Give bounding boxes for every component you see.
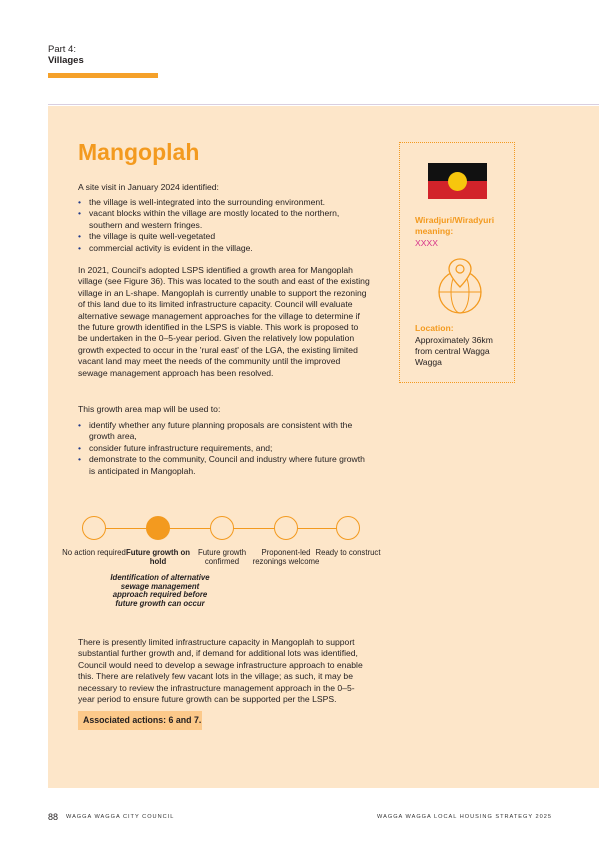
location-label: Location: [415,323,454,333]
map-uses-list [78,420,370,477]
part-accent-bar [48,73,158,78]
part-number: Part 4: [48,44,76,55]
meaning-label: Wiradjuri/Wiradyuri meaning: [415,215,495,236]
timeline-label: Ready to construct [315,548,381,557]
page-title: Mangoplah [78,139,200,165]
paragraph-text: In 2021, Council's adopted LSPS identified a growth area for Mangoplah village (see Figure 36). This was located to the south and east of the existing village in an L-shape. Mangoplah is currently unable to support the rezoning of this land due to its limited infrastructure capacity. Council will evaluate alternative sewage management approaches for the village to determine if the future growth identified in the LSPS is viable. This work is proposed to be undertaken in the 0–5-year period. Given the relatively low population growth expected to occur in the 'rural east' of the LGA, the existing limited vacant land may meet the needs of the community until the improved sewage management approach has been resolved. [78,265,370,378]
intro-text [78,182,370,193]
timeline-node-active [146,516,170,540]
timeline-label: Proponent-led rezonings welcome [252,548,320,566]
map-intro-text [78,404,370,415]
part-section-title: Villages [48,55,84,66]
page-number: 88 [48,812,59,822]
timeline-label: Future growth confirmed [197,548,247,566]
timeline-node [210,516,234,540]
village-info-sidebar [399,142,515,383]
timeline-node [336,516,360,540]
aboriginal-flag-icon [428,163,487,199]
timeline-label-active: Future growth on hold [125,548,191,566]
list-item: • the village is well-integrated into the surrounding environment. [78,197,370,208]
timeline-note: Identification of alternative sewage management approach required before future growth can occur [110,573,210,608]
growth-stage-timeline [62,514,381,634]
part-heading [48,44,84,66]
list-item: • consider future infrastructure requirements, and; [78,443,370,454]
top-divider [48,104,599,105]
map-intro-sentence: This growth area map will be used to: [78,404,221,414]
list-item: • demonstrate to the community, Council and industry where future growth is anticipated in Mangoplah. [78,454,370,477]
footer-council-name: WAGGA WAGGA CITY COUNCIL [66,814,175,820]
infrastructure-paragraph [78,637,370,705]
timeline-label: No action required [62,548,126,557]
meaning-value: XXXX [415,238,438,248]
list-item: • commercial activity is evident in the village. [78,243,370,254]
list-item: • identify whether any future planning proposals are consistent with the growth area, [78,420,370,443]
list-item: • vacant blocks within the village are mostly located to the northern, southern and western fringes. [78,208,370,231]
footer-document-title: WAGGA WAGGA LOCAL HOUSING STRATEGY 2025 [377,814,552,820]
timeline-node [82,516,106,540]
intro-sentence: A site visit in January 2024 identified: [78,182,219,192]
site-visit-list [78,197,370,254]
location-value: Approximately 36km from central Wagga Wagga [415,335,493,367]
list-item: • the village is quite well-vegetated [78,231,370,242]
growth-area-paragraph [78,265,370,379]
paragraph-text: There is presently limited infrastructure capacity in Mangoplah to support substantial further growth and, if demand for additional lots was identified, Council would need to develop a sewage infrastructure approach to enable this. There are relatively few vacant lots in the village; as such, it may be necessary to review the infrastructure management approach in the 0–5-year period to ensure future growth can be supported per the LSPS. [78,637,363,705]
timeline-node [274,516,298,540]
location-pin-icon [435,257,485,315]
associated-actions-badge: Associated actions: 6 and 7. [78,711,202,730]
